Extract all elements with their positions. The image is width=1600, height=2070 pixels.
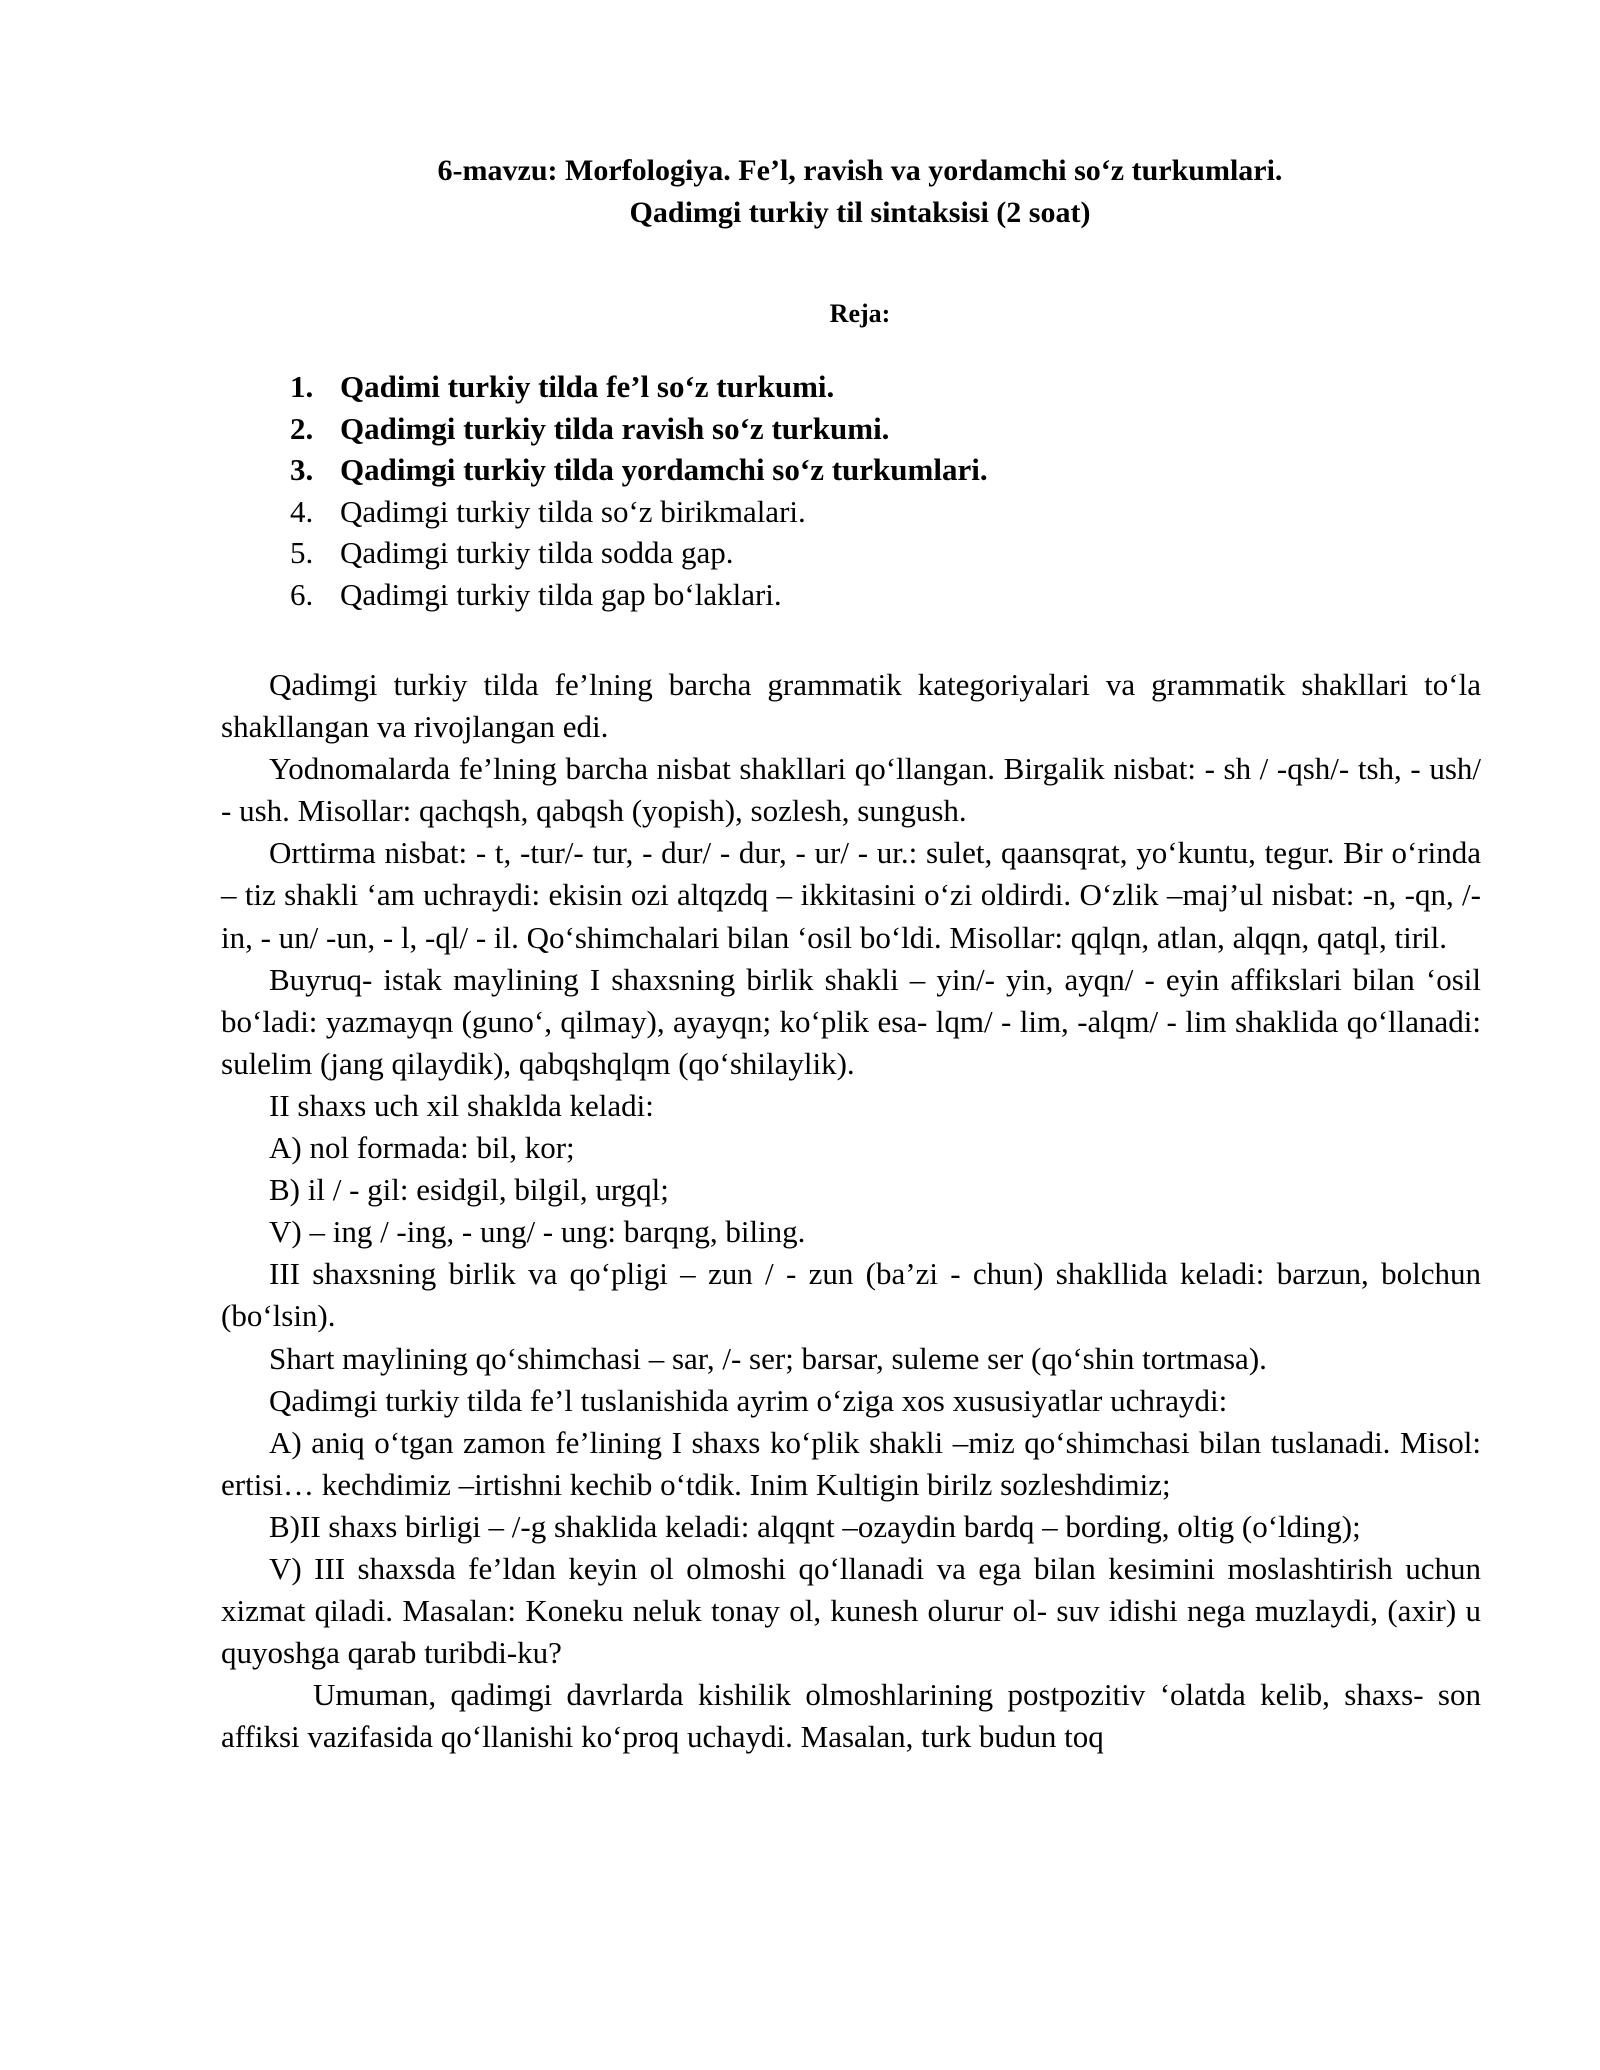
plan-item: [290, 366, 988, 408]
plan-heading: Reja:: [829, 299, 891, 328]
body-paragraph: A) aniq o‘tgan zamon fe’lining I shaxs ko‘plik shakli –miz qo‘shimchasi bilan tuslanadi. Misol: ertisi… kechdimiz –irtishni kechib o‘tdik. Inim Kultigin birilz sozleshdimiz;: [221, 1424, 1481, 1502]
body-paragraph: V) III shaxsda fe’ldan keyin ol olmoshi qo‘llanadi va ega bilan kesimini moslashtirish uchun xizmat qiladi. Masalan: Koneku neluk tonay ol, kunesh olurur ol- suv idishi nega muzlaydi, (axir) u quyoshga qarab turibdi-ku?: [221, 1550, 1481, 1671]
plan-item-number: 3.: [290, 452, 314, 488]
plan-item-text: Qadimi turkiy tilda fe’l so‘z turkumi.: [340, 369, 835, 404]
body-paragraph: A) nol formada: bil, kor;: [269, 1130, 575, 1166]
plan-item-number: 2.: [290, 410, 314, 446]
plan-item: [290, 574, 988, 616]
plan-list: [290, 366, 988, 616]
plan-item: [290, 532, 988, 574]
body-paragraph: B)II shaxs birligi – /-g shaklida keladi: alqqnt –ozaydin bardq – bording, oltig (o‘lding);: [269, 1508, 1361, 1544]
plan-item: [290, 449, 988, 491]
body-text: [221, 664, 1481, 1758]
body-paragraph: III shaxsning birlik va qo‘pligi – zun / - zun (ba’zi - chun) shakllida keladi: barzun, bolchun (bo‘lsin).: [221, 1256, 1481, 1334]
body-paragraph: Qadimgi turkiy tilda fe’l tuslanishida ayrim o‘ziga xos xususiyatlar uchraydi:: [269, 1382, 1228, 1418]
body-paragraph: II shaxs uch xil shaklda keladi:: [269, 1087, 654, 1123]
body-paragraph: Umuman, qadimgi davrlarda kishilik olmoshlarining postpozitiv ‘olatda kelib, shaxs- son affiksi vazifasida qo‘llanishi ko‘proq uchaydi. Masalan, turk budun toq: [221, 1677, 1481, 1755]
plan-item-number: 1.: [290, 369, 314, 404]
plan-item: [290, 491, 988, 533]
plan-item-text: Qadimgi turkiy tilda sodda gap.: [340, 535, 734, 571]
body-paragraph: Yodnomalarda fe’lning barcha nisbat shakllari qo‘llangan. Birgalik nisbat: - sh / -qsh/- tsh, - ush/ - ush. Misollar: qachqsh, qabqsh (yopish), sozlesh, sungush.: [221, 751, 1481, 829]
body-paragraph: Buyruq- istak maylining I shaxsning birlik shakli – yin/- yin, ayqn/ - eyin affikslari bilan ‘osil bo‘ladi: yazmayqn (guno‘, qilmay), ayayqn; ko‘plik esa- lqm/ - lim, -alqm/ - lim shaklida qo‘llanadi: sulelim (jang qilaydik), qabqshqlqm (qo‘shilaylik).: [221, 961, 1481, 1081]
plan-item: [290, 408, 988, 450]
plan-item-text: Qadimgi turkiy tilda ravish so‘z turkumi.: [340, 410, 890, 446]
body-paragraph: Orttirma nisbat: - t, -tur/- tur, - dur/ - dur, - ur/ - ur.: sulet, qaansqrat, yo‘kuntu, tegur. Bir o‘rinda – tiz shakli ‘am uchraydi: ekisin ozi altqzdq – ikkitasini o‘zi oldirdi. O‘zlik –maj’ul nisbat: -n, -qn, /- in, - un/ -un, - l, -ql/ - il. Qo‘shimchalari bilan ‘osil bo‘ldi. Misollar: qqlqn, atlan, alqqn, qatql, tiril.: [221, 835, 1481, 955]
body-paragraph: B) il / - gil: esidgil, bilgil, urgql;: [269, 1172, 669, 1208]
plan-item-number: 5.: [290, 535, 314, 571]
page-title-line-1: 6-mavzu: Morfologiya. Fe’l, ravish va yordamchi so‘z turkumlari.: [437, 154, 1283, 187]
body-paragraph: Qadimgi turkiy tilda fe’lning barcha grammatik kategoriyalari va grammatik shakllari to‘la shakllangan va rivojlangan edi.: [221, 667, 1481, 745]
plan-item-text: Qadimgi turkiy tilda yordamchi so‘z turkumlari.: [340, 452, 988, 488]
plan-item-number: 4.: [290, 493, 314, 529]
plan-item-number: 6.: [290, 576, 314, 612]
body-paragraph: Shart maylining qo‘shimchasi – sar, /- ser; barsar, suleme ser (qo‘shin tortmasa).: [269, 1340, 1267, 1376]
page-title-line-2: Qadimgi turkiy til sintaksisi (2 soat): [629, 196, 1091, 229]
plan-item-text: Qadimgi turkiy tilda gap bo‘laklari.: [340, 576, 782, 612]
plan-item-text: Qadimgi turkiy tilda so‘z birikmalari.: [340, 493, 806, 529]
body-paragraph: V) – ing / -ing, - ung/ - ung: barqng, biling.: [269, 1214, 806, 1250]
